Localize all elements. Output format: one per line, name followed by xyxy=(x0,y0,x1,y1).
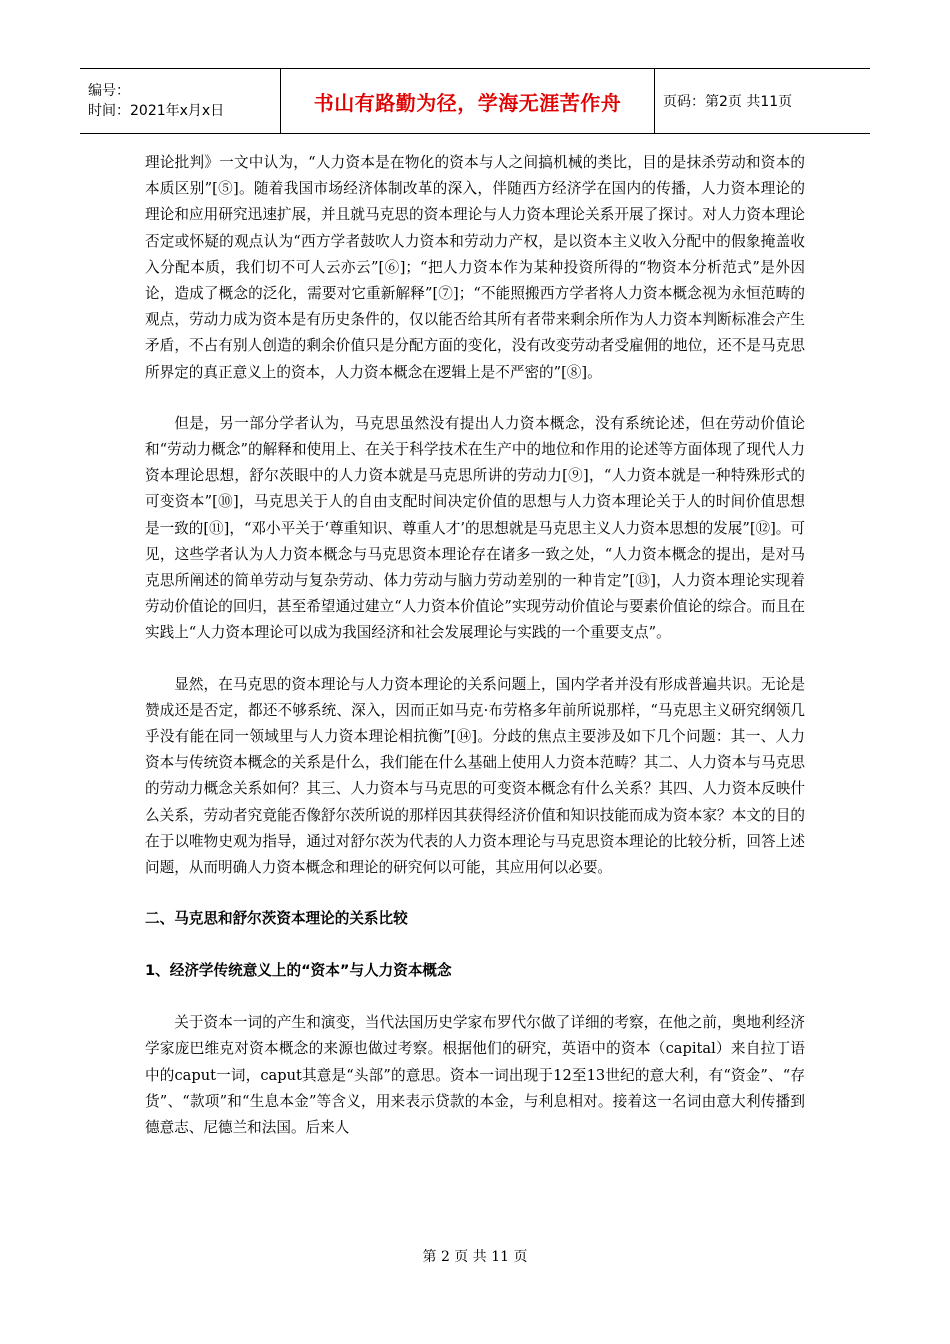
body-paragraph-1: 理论批判》一文中认为，“人力资本是在物化的资本与人之间搞机械的类比，目的是抹杀劳动和资本的本质区别”[⑤]。随着我国市场经济体制改革的深入，伴随西方经济学在国内的传播，人力资本理论的理论和应用研究迅速扩展，并且就马克思的资本理论与人力资本理论关系开展了探讨。对人力资本理论否定或怀疑的观点认为“西方学者鼓吹人力资本和劳动力产权，是以资本主义收入分配中的假象掩盖收入分配本质，我们切不可人云亦云”[⑥]；“把人力资本作为某种投资所得的“物资本分析范式”是外因论，造成了概念的泛化，需要对它重新解释”[⑦]；“不能照搬西方学者将人力资本概念视为永恒范畴的观点，劳动力成为资本是有历史条件的，仅以能否给其所有者带来剩余所作为人力资本判断标准会产生矛盾，不占有别人创造的剩余价值只是分配方面的变化，没有改变劳动者受雇佣的地位，还不是马克思所界定的真正意义上的资本，人力资本概念在逻辑上是不严密的”[⑧]。 xyxy=(145,154,805,381)
body-paragraph-3: 显然，在马克思的资本理论与人力资本理论的关系问题上，国内学者并没有形成普遍共识。无论是赞成还是否定，都还不够系统、深入，因而正如马克·布劳格多年前所说那样，“马克思主义研究纲领几乎没有能在同一领域里与人力资本理论相抗衡”[⑭]。分歧的焦点主要涉及如下几个问题：其一、人力资本与传统资本概念的关系是什么，我们能在什么基础上使用人力资本范畴？其二、人力资本与马克思的劳动力概念关系如何？其三、人力资本与马克思的可变资本概念有什么关系？其四、人力资本反映什么关系，劳动者究竟能否像舒尔茨所说的那样因其获得经济价值和知识技能而成为资本家？本文的目的在于以唯物史观为指导，通过对舒尔茨为代表的人力资本理论与马克思资本理论的比较分析，回答上述问题，从而明确人力资本概念和理论的研究何以可能，其应用何以必要。 xyxy=(145,675,805,877)
header-page-info: 页码：第2页 共11页 xyxy=(663,94,793,110)
header-motto-cell xyxy=(280,69,655,133)
section-heading: 二、马克思和舒尔茨资本理论的关系比较 xyxy=(145,910,408,928)
body-paragraph-4: 关于资本一词的产生和演变，当代法国历史学家布罗代尔做了详细的考察，在他之前，奥地利经济学家庞巴维克对资本概念的来源也做过考察。根据他们的研究，英语中的资本（capital）来自拉丁语中的caput一词，caput其意是“头部”的意思。资本一词出现于12至13世纪的意大利，有“资金”、“存货”、“款项”和“生息本金”等含义，用来表示贷款的本金，与利息相对。接着这一名词由意大利传播到德意志、尼德兰和法国。后来人 xyxy=(145,1014,805,1137)
document-date-label: 时间：2021年x月x日 xyxy=(88,103,225,119)
document-number-label: 编号： xyxy=(88,83,130,99)
document-body xyxy=(145,150,805,1166)
header-left-cell xyxy=(80,69,280,133)
page-footer: 第 2 页 共 11 页 xyxy=(422,1249,528,1265)
header-motto: 书山有路勤为径，学海无涯苦作舟 xyxy=(313,90,622,115)
body-paragraph-2: 但是，另一部分学者认为，马克思虽然没有提出人力资本概念，没有系统论述，但在劳动价值论和“劳动力概念”的解释和使用上、在关于科学技术在生产中的地位和作用的论述等方面体现了现代人力资本理论思想，舒尔茨眼中的人力资本就是马克思所讲的劳动力[⑨]，“人力资本就是一种特殊形式的可变资本”[⑩]，马克思关于人的自由支配时间决定价值的思想与人力资本理论关于人的时间价值思想是一致的[⑪]，“邓小平关于‘尊重知识、尊重人才’的思想就是马克思主义人力资本思想的发展”[⑫]。可见，这些学者认为人力资本概念与马克思资本理论存在诸多一致之处，“人力资本概念的提出，是对马克思所阐述的简单劳动与复杂劳动、体力劳动与脑力劳动差别的一种肯定”[⑬]，人力资本理论实现着劳动价值论的回归，甚至希望通过建立“人力资本价值论”实现劳动价值论与要素价值论的综合。而且在实践上“人力资本理论可以成为我国经济和社会发展理论与实践的一个重要支点”。 xyxy=(145,414,805,642)
page-header xyxy=(80,68,870,134)
subsection-heading: 1、经济学传统意义上的“资本”与人力资本概念 xyxy=(145,962,452,980)
header-page-cell xyxy=(655,69,870,133)
